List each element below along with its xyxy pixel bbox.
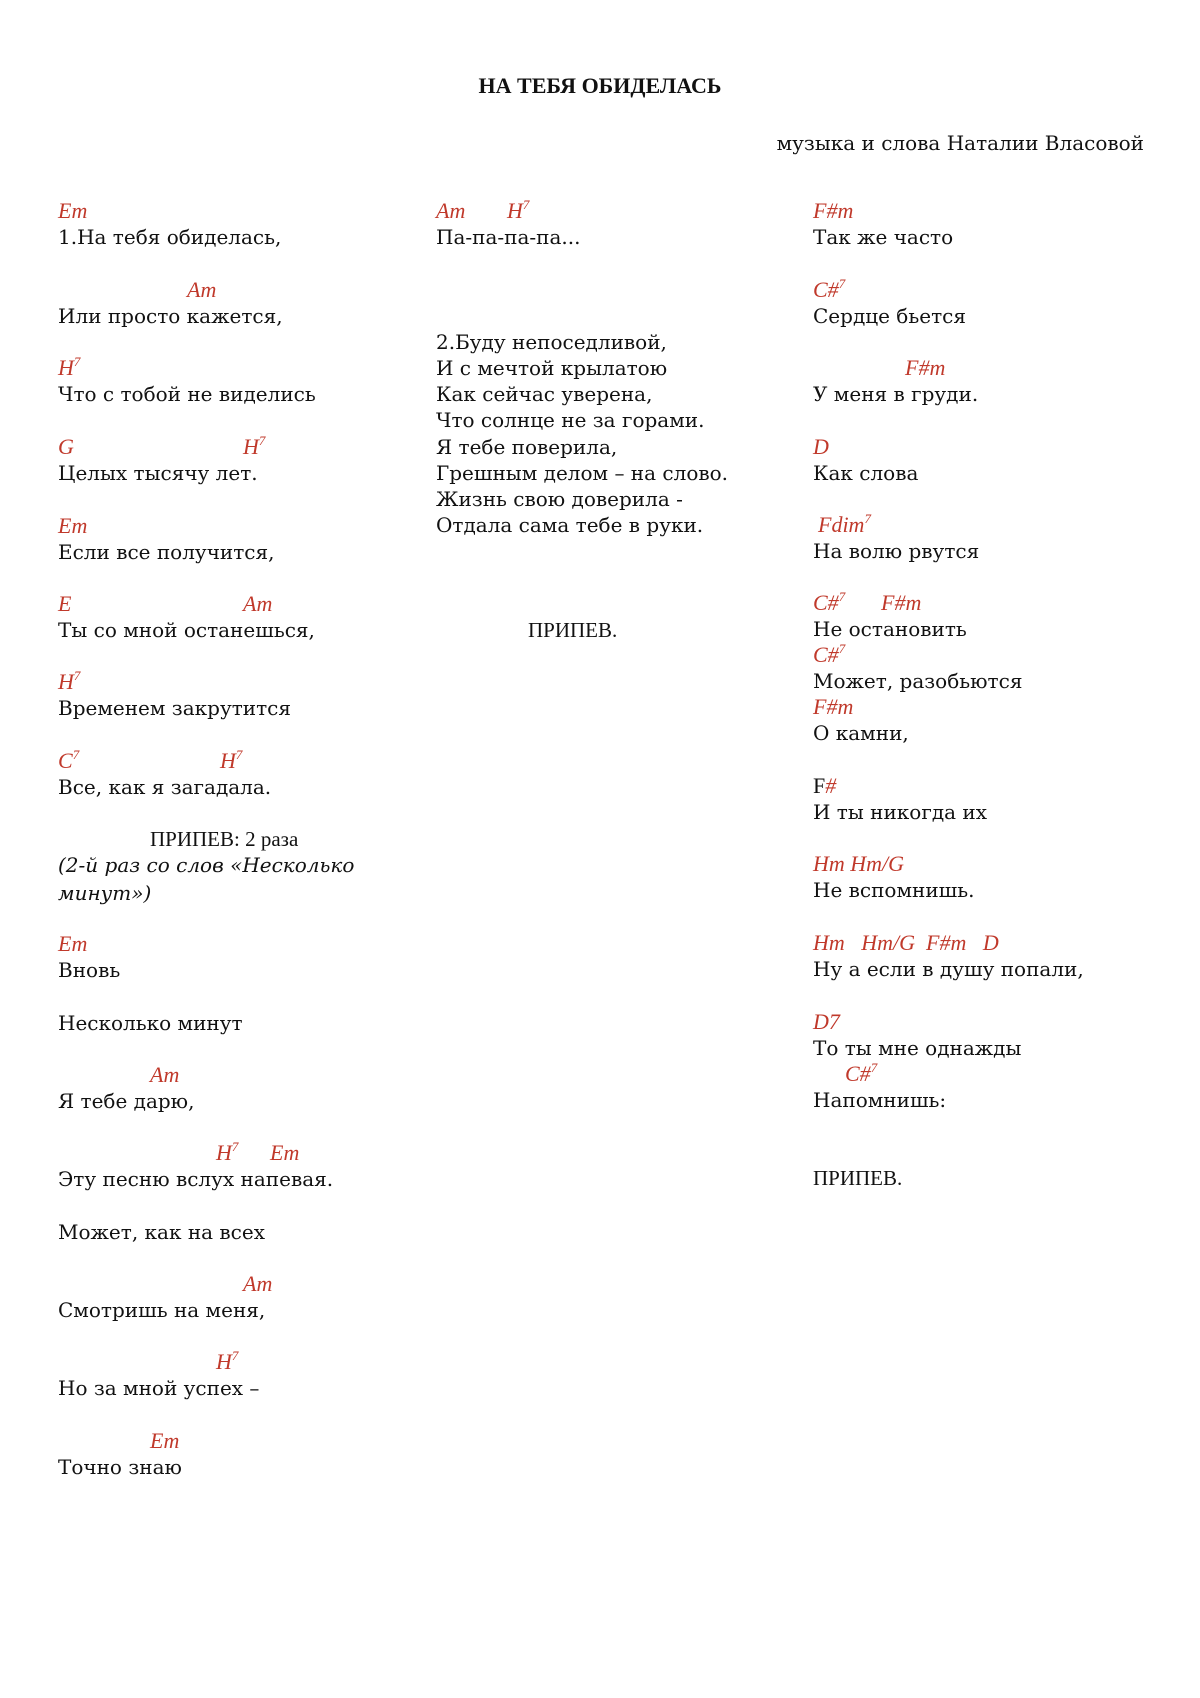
chord: $C^7$: [58, 747, 80, 773]
lyric-line: Смотришь на меня,: [58, 1298, 266, 1322]
lyric-line: Как слова: [813, 461, 919, 485]
chord: $H^7$: [507, 197, 530, 223]
chord: Em: [58, 931, 88, 956]
lyric-line: 1.На тебя обиделась,: [58, 225, 282, 249]
lyric-line: Но за мной успех –: [58, 1376, 260, 1400]
chord: C#$^7$: [813, 589, 846, 615]
lyric-line: Напомнишь:: [813, 1088, 947, 1112]
lyric-line: Не вспомнишь.: [813, 878, 975, 902]
lyric-line: Па-па-па-па...: [436, 225, 581, 249]
chord: $H^7$: [216, 1139, 239, 1165]
lyric-line: Как сейчас уверена,: [436, 382, 653, 406]
chord: Am: [150, 1062, 180, 1087]
chord: $H^7$: [216, 1348, 239, 1374]
chorus-reference: ПРИПЕВ: 2 раза: [150, 827, 299, 851]
lyric-line: Ну а если в душу попали,: [813, 957, 1084, 981]
chord: Am: [436, 198, 466, 223]
chord: C#$^7$: [845, 1060, 878, 1086]
chord: Em: [270, 1140, 300, 1165]
chorus-reference: ПРИПЕВ.: [813, 1166, 903, 1190]
chord: $H^7$: [220, 747, 243, 773]
lyric-line: Я тебе дарю,: [58, 1089, 195, 1113]
lyric-line: Жизнь свою доверила -: [436, 487, 683, 511]
chord: Am: [187, 277, 217, 302]
lyric-line: 2.Буду непоседливой,: [436, 330, 667, 354]
chord: Em: [150, 1428, 180, 1453]
chord: C#$^7$: [813, 641, 846, 667]
lyric-line: На волю рвутся: [813, 539, 980, 563]
chord: F#m: [881, 590, 922, 615]
chord: $H^7$: [243, 433, 266, 459]
lyric-line: Что солнце не за горами.: [436, 408, 705, 432]
chord: Hm Hm/G: [813, 851, 905, 876]
chord: Fdim$^7$: [818, 511, 871, 537]
chord: D7: [813, 1009, 840, 1034]
chorus-note: (2-й раз со слов «Несколько минут»): [58, 853, 355, 905]
chord: G: [58, 434, 74, 459]
lyric-line: Точно знаю: [58, 1455, 182, 1479]
lyric-line: Не остановить: [813, 617, 967, 641]
lyric-line: Или просто кажется,: [58, 304, 283, 328]
chord: E: [58, 591, 72, 616]
lyric-line: Сердце бьется: [813, 304, 966, 328]
chord: Am: [243, 591, 273, 616]
lyric-line: Целых тысячу лет.: [58, 461, 258, 485]
lyric-line: Эту песню вслух напевая.: [58, 1167, 334, 1191]
chord: $H^7$: [58, 668, 81, 694]
lyric-line: И с мечтой крылатою: [436, 356, 668, 380]
lyric-line: У меня в груди.: [813, 382, 979, 406]
lyric-line: Если все получится,: [58, 540, 275, 564]
chord: Am: [243, 1271, 273, 1296]
chord: Hm Hm/G F#m D: [813, 930, 999, 955]
lyric-line: Ты со мной останешься,: [58, 618, 315, 642]
lyric-line: Все, как я загадала.: [58, 775, 272, 799]
lyric-line: И ты никогда их: [813, 800, 988, 824]
lyric-line: Отдала сама тебе в руки.: [436, 513, 704, 537]
chord: F#m: [905, 355, 946, 380]
chord: C#$^7$: [813, 276, 846, 302]
lyric-line: Я тебе поверила,: [436, 435, 618, 459]
song-author: музыка и слова Наталии Власовой: [776, 131, 1144, 155]
lyric-line: О камни,: [813, 721, 909, 745]
song-title: НА ТЕБЯ ОБИДЕЛАСЬ: [478, 73, 722, 98]
lyric-line: Что с тобой не виделись: [58, 382, 316, 406]
lyric-line: Может, как на всех: [58, 1220, 266, 1244]
chord: F#: [813, 773, 837, 798]
chord: D: [813, 434, 829, 459]
lyric-line: Может, разобьются: [813, 669, 1023, 693]
lyric-line: Так же часто: [813, 225, 954, 249]
chord: F#m: [813, 198, 854, 223]
lyric-line: Несколько минут: [58, 1011, 243, 1035]
chord: F#m: [813, 694, 854, 719]
chord: Em: [58, 198, 88, 223]
chord: Em: [58, 513, 88, 538]
lyric-line: Временем закрутится: [58, 696, 291, 720]
chord: $H^7$: [58, 354, 81, 380]
lyric-line: Вновь: [58, 958, 121, 982]
chorus-reference: ПРИПЕВ.: [528, 618, 618, 642]
lyric-line: То ты мне однажды: [813, 1036, 1022, 1060]
lyric-line: Грешным делом – на слово.: [436, 461, 729, 485]
